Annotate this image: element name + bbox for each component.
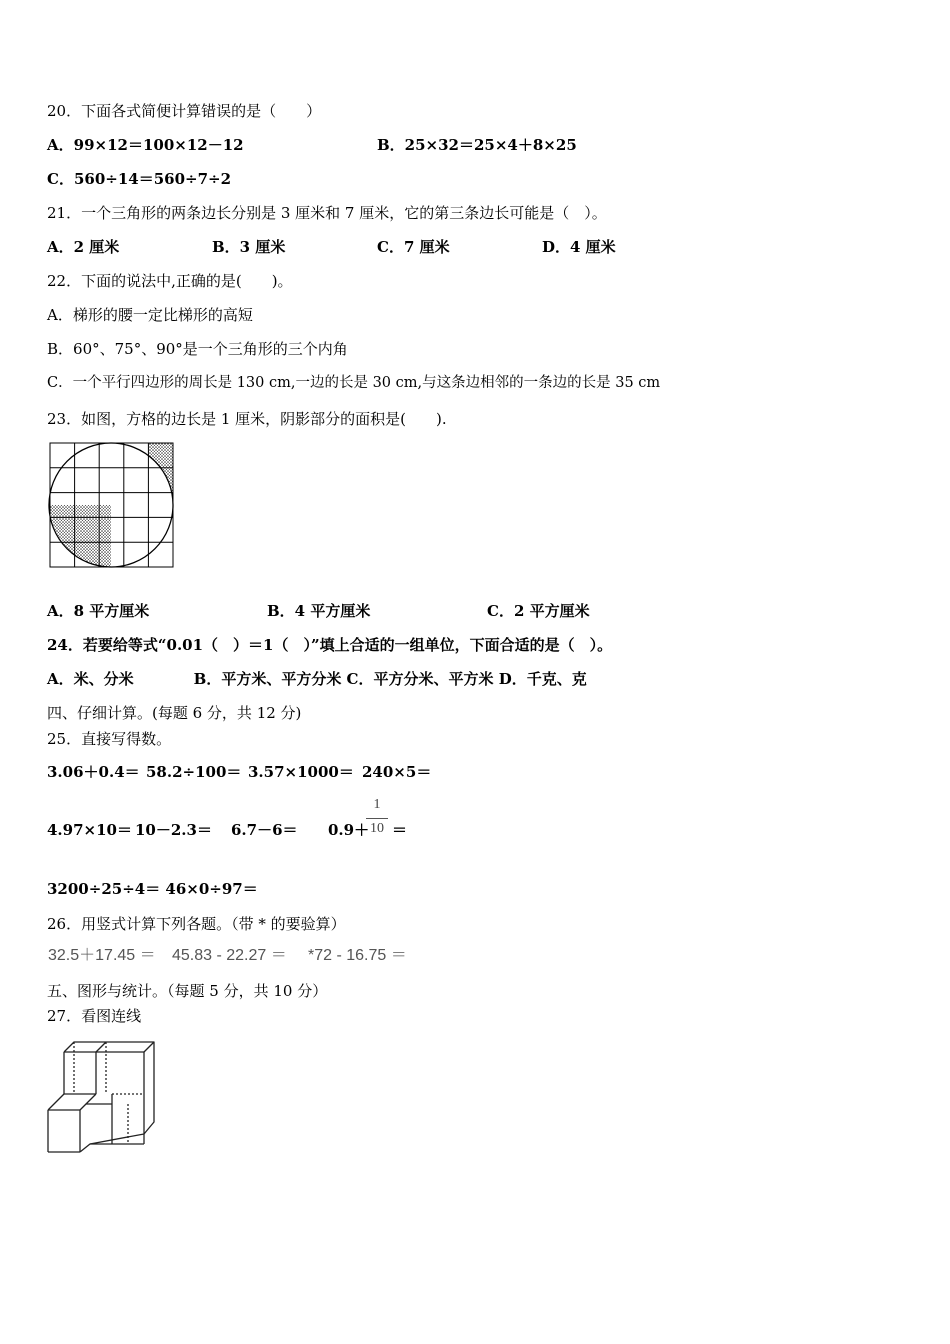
q21-option-c: C．7 厘米 (377, 238, 450, 256)
q21-option-b: B．3 厘米 (212, 238, 286, 256)
calc-item: 3.57×1000＝ (248, 763, 354, 781)
q26-stem: 26．用竖式计算下列各题。（带 * 的要验算） (47, 915, 346, 933)
calc-item: 10－2.3＝ (135, 821, 212, 839)
q21-stem: 21．一个三角形的两条边长分别是 3 厘米和 7 厘米，它的第三条边长可能是（ ）。 (47, 204, 607, 222)
q22-stem: 22．下面的说法中,正确的是( )。 (47, 272, 293, 290)
q20-option-c: C．560÷14＝560÷7÷2 (47, 170, 232, 188)
q23-option-a: A．8 平方厘米 (47, 602, 150, 620)
shaded-corner (148, 443, 173, 505)
vertical-calc-item: 32.5＋17.45 ＝ (48, 947, 156, 964)
calc-item: 240×5＝ (362, 763, 432, 781)
calc-item: ＝ (392, 821, 408, 839)
calc-row-3: 3200÷25÷4＝ 46×0÷97＝ (47, 880, 258, 898)
circle-grid-figure (47, 440, 177, 572)
calc-item: 0.9＋ (328, 821, 370, 839)
section-4-title: 四、仔细计算。(每题 6 分，共 12 分) (47, 704, 302, 722)
q23-option-c: C．2 平方厘米 (487, 602, 590, 620)
q20-stem: 20．下面各式简便计算错误的是（ ） (47, 102, 322, 120)
q20-option-b: B．25×32＝25×4＋8×25 (377, 136, 577, 154)
calc-item: 58.2÷100＝ (146, 763, 242, 781)
q22-option-a: A．梯形的腰一定比梯形的高短 (47, 306, 253, 324)
fraction-bar (366, 818, 388, 819)
q25-stem: 25．直接写得数。 (47, 730, 172, 748)
shaded-quarter (50, 505, 111, 567)
q21-option-d: D．4 厘米 (542, 238, 616, 256)
q20-option-a: A．99×12＝100×12－12 (47, 136, 244, 154)
q24-stem: 24．若要给等式“0.01（ ）＝1（ ）”填上合适的一组单位，下面合适的是（ ）。 (47, 636, 613, 654)
calc-item: 4.97×10＝ (47, 821, 132, 839)
cube-stack-figure (46, 1038, 158, 1156)
q23-option-b: B．4 平方厘米 (267, 602, 371, 620)
q23-stem: 23．如图，方格的边长是 1 厘米，阴影部分的面积是( ). (47, 410, 447, 428)
q22-option-b: B．60°、75°、90°是一个三角形的三个内角 (47, 340, 348, 358)
calc-item: 3.06＋0.4＝ (47, 763, 140, 781)
section-5-title: 五、图形与统计。（每题 5 分，共 10 分） (47, 982, 328, 1000)
fraction-denominator: 10 (370, 821, 384, 836)
q27-stem: 27．看图连线 (47, 1007, 142, 1025)
q21-option-a: A．2 厘米 (47, 238, 120, 256)
calc-item: 6.7－6＝ (231, 821, 298, 839)
vertical-calc-item: 45.83 - 22.27 ＝ (172, 947, 287, 964)
q24-options: A．米、分米 B．平方米、平方分米 C．平方分米、平方米 D．千克、克 (47, 670, 587, 688)
q22-option-c: C．一个平行四边形的周长是 130 cm,一边的长是 30 cm,与这条边相邻的一条边的长是 35 cm (47, 375, 661, 391)
vertical-calc-item: *72 - 16.75 ＝ (308, 947, 407, 964)
fraction-numerator: 1 (373, 797, 381, 812)
